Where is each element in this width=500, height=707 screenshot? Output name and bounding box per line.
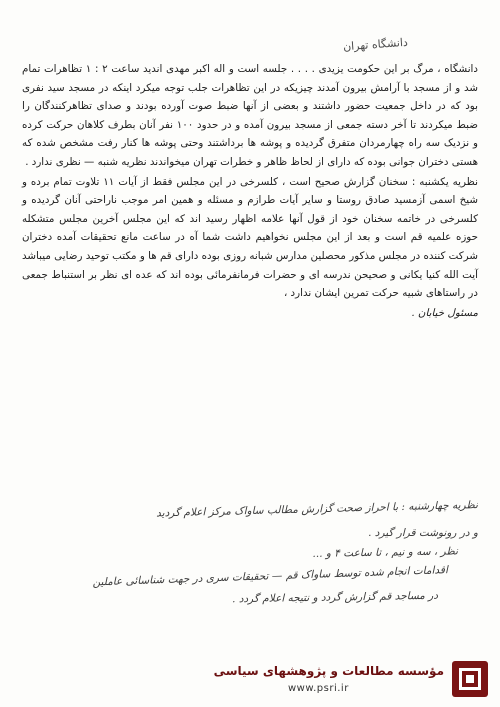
handwritten-notes (22, 500, 478, 610)
watermark-footer (213, 661, 488, 703)
handwritten-line-2: و در رونوشت قرار گیرد . (368, 527, 478, 539)
typed-paragraph-1: دانشگاه ، مرگ بر این حکومت یزیدی . . . . جلسه است و اله اکبر مهدی اندید ساعت ۲ : ۱ تظاهرات تمام شد و از مسجد با آرامش بیرون آمدند چیزیکه در این تظاهرات جلب توجه میکرد اینکه در مسجد سید نفری بود که در داخل جمعیت حضور داشتند و بعضی از آنها ضبط صوت آورده بودند و صدای تظاهرکنندگان را ضبط میکردند تا آخر دسته جمعی از مسجد بیرون آمده و در حدود ۱۰۰ نفر آنان بطرف کلاهان حرکت کرده و نزدیک سه راه چهارمردان متفرق گردیده و پوشه ها برداشتند وحتی پوشه ها کنار رفت مشخص شده که هستی دختران جوانی بوده که دارای از لحاظ ظاهر و خطرات تهران میخواندند نظریه شنبه — نظری ندارد . (22, 63, 479, 168)
handwritten-line-3: نظر ، سه و نیم ، تا ساعت ۴ و ... (312, 545, 459, 560)
website-link[interactable]: www.psri.ir (288, 683, 349, 694)
typed-paragraph-2: نظریه یکشنبه : سخنان گزارش صحیح است ، کلسرخی در این مجلس فقط از آیات ۱۱ تلاوت تمام برده و شیخ اسمی آزمسید صادق روستا و سایر آیات طرازم و مسئله و همین امر موجب ناراحتی آنان گردیده و کلسرخی در خاتمه سخنان خود از قول آنها علامه اظهار رسید اند که این مجلس آخرین مجلس متشکله حوزه علمیه قم است و بعد از این مجلس نخواهیم داشت شما آه در ساعت مانع تحقیقات آمده دختران شرکت کننده در مجلس مذکور محصلین مدارس شبانه روزی بوده دارای قم ها و مکتب توحید رضایی میباشد آیت الله کنیا یکانی و صحیحن ندرسه ای و حضرات فرمانفرمائی بوده اند که عده ای نظر بر استنباط جمعی در راستاهای شبیه حرکت تمرین ایشان ندارد ، (22, 175, 478, 300)
typed-text (22, 60, 478, 322)
handwritten-line-1: نظریه چهارشنبه : با احراز صحت گزارش مطالب ساواک مرکز اعلام گردید (156, 499, 479, 520)
psri-logo-icon (452, 661, 488, 697)
handwritten-line-5: در مساجد قم گزارش گردد و نتیجه اعلام گردد . (231, 589, 439, 606)
pen-annotation: دانشگاه تهران (342, 35, 409, 54)
institution-name: مؤسسه مطالعات و پژوهشهای سیاسی (213, 664, 444, 678)
typed-signoff: مسئول خیابان . (411, 306, 478, 319)
document-body (22, 30, 478, 640)
handwritten-line-4: اقدامات انجام شده توسط ساواک قم — تحقیقات سری در جهت شناسائی عاملین (92, 564, 449, 589)
